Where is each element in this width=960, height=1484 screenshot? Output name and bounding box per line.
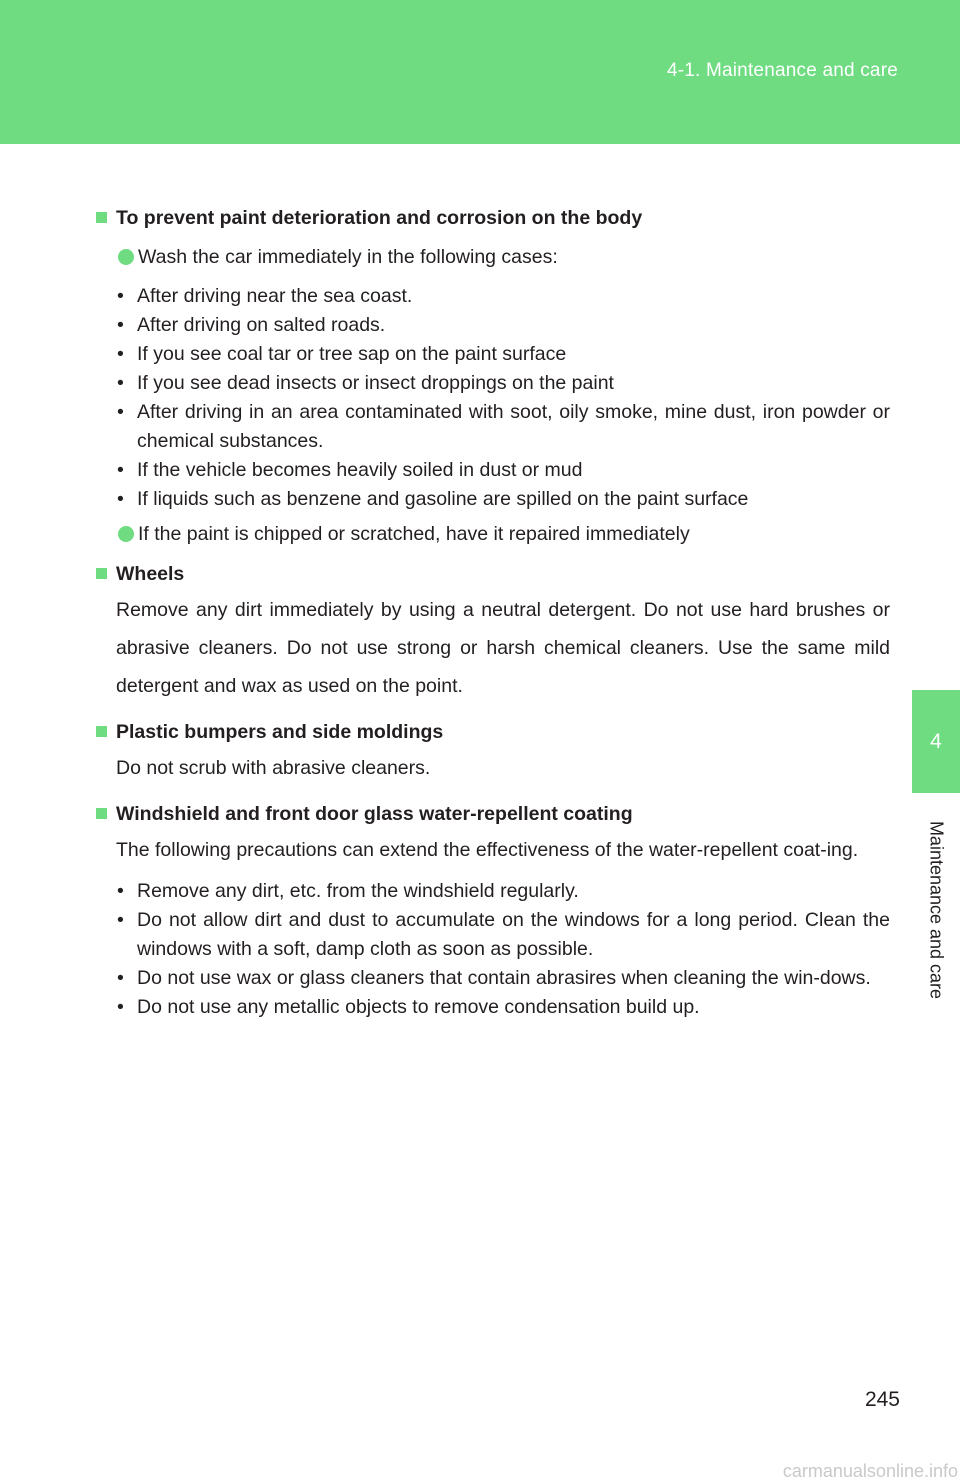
- circle-item: [96, 517, 890, 551]
- section-paragraph: Remove any dirt immediately by using a neutral detergent. Do not use hard brushes or abrasive cleaners. Do not use strong or harsh chemical cleaners. Use the same mild detergent and wax as used on the point.: [116, 599, 890, 697]
- list-item: • If the vehicle becomes heavily soiled in dust or mud: [116, 456, 890, 485]
- circle-item-text: Wash the car immediately in the following cases:: [138, 246, 558, 268]
- list-item: • If you see dead insects or insect droppings on the paint: [116, 369, 890, 398]
- section-bumpers: [96, 715, 890, 787]
- page-content: [96, 201, 890, 1022]
- bullet-dot: •: [117, 967, 124, 989]
- list-item: • Do not use wax or glass cleaners that contain abrasires when cleaning the win-dows.: [116, 964, 890, 993]
- bullet-dot: •: [117, 996, 124, 1018]
- list-item: • Do not use any metallic objects to remove condensation build up.: [116, 993, 890, 1022]
- circle-bullet-icon: [118, 249, 134, 265]
- section-paragraph: The following precautions can extend the effectiveness of the water-repellent coat-ing.: [116, 839, 859, 861]
- bullet-dot: •: [117, 343, 124, 365]
- bullet-dot: •: [117, 285, 124, 307]
- heading-text: Windshield and front door glass water-repellent coating: [116, 803, 633, 825]
- list-item: • Remove any dirt, etc. from the windshield regularly.: [116, 877, 890, 906]
- section-heading: [96, 797, 890, 831]
- list-item: • Do not allow dirt and dust to accumulate on the windows for a long period. Clean the windows with a soft, damp cloth as soon as possible.: [116, 906, 890, 964]
- section-heading: [96, 715, 890, 749]
- circle-item: [96, 240, 890, 274]
- heading-text: Plastic bumpers and side moldings: [116, 721, 444, 743]
- list-item: • If liquids such as benzene and gasoline are spilled on the paint surface: [116, 485, 890, 514]
- section-paragraph: Do not scrub with abrasive cleaners.: [116, 757, 431, 779]
- bullet-dot: •: [117, 880, 124, 902]
- section-wheels: [96, 557, 890, 705]
- section-heading: [96, 201, 890, 235]
- watermark: carmanualsonline.info: [782, 1461, 958, 1481]
- chapter-tab: 4: [912, 690, 960, 793]
- square-bullet-icon: [96, 212, 107, 223]
- bullet-dot: •: [117, 488, 124, 510]
- bullet-dot: •: [117, 401, 124, 423]
- heading-text: Wheels: [116, 563, 185, 585]
- list-item: • After driving near the sea coast.: [116, 282, 890, 311]
- square-bullet-icon: [96, 808, 107, 819]
- list-item: • After driving on salted roads.: [116, 311, 890, 340]
- square-bullet-icon: [96, 568, 107, 579]
- section-heading: [96, 557, 890, 591]
- bullet-dot: •: [117, 314, 124, 336]
- bullet-list: [96, 282, 890, 514]
- circle-bullet-icon: [118, 526, 134, 542]
- list-item: • After driving in an area contaminated with soot, oily smoke, mine dust, iron powder or chemical substances.: [116, 398, 890, 456]
- section-title: 4-1. Maintenance and care: [666, 60, 898, 81]
- heading-text: To prevent paint deterioration and corrosion on the body: [116, 207, 643, 229]
- page-number: 245: [864, 1388, 900, 1411]
- square-bullet-icon: [96, 726, 107, 737]
- bullet-list: [96, 877, 890, 1022]
- list-item: • If you see coal tar or tree sap on the paint surface: [116, 340, 890, 369]
- section-paint: [96, 201, 890, 551]
- circle-item-text: If the paint is chipped or scratched, have it repaired immediately: [138, 523, 690, 545]
- section-windshield: [96, 797, 890, 1022]
- chapter-label: Maintenance and care: [926, 820, 947, 1000]
- bullet-dot: •: [117, 459, 124, 481]
- header-band: [0, 0, 960, 144]
- bullet-dot: •: [117, 909, 124, 931]
- bullet-dot: •: [117, 372, 124, 394]
